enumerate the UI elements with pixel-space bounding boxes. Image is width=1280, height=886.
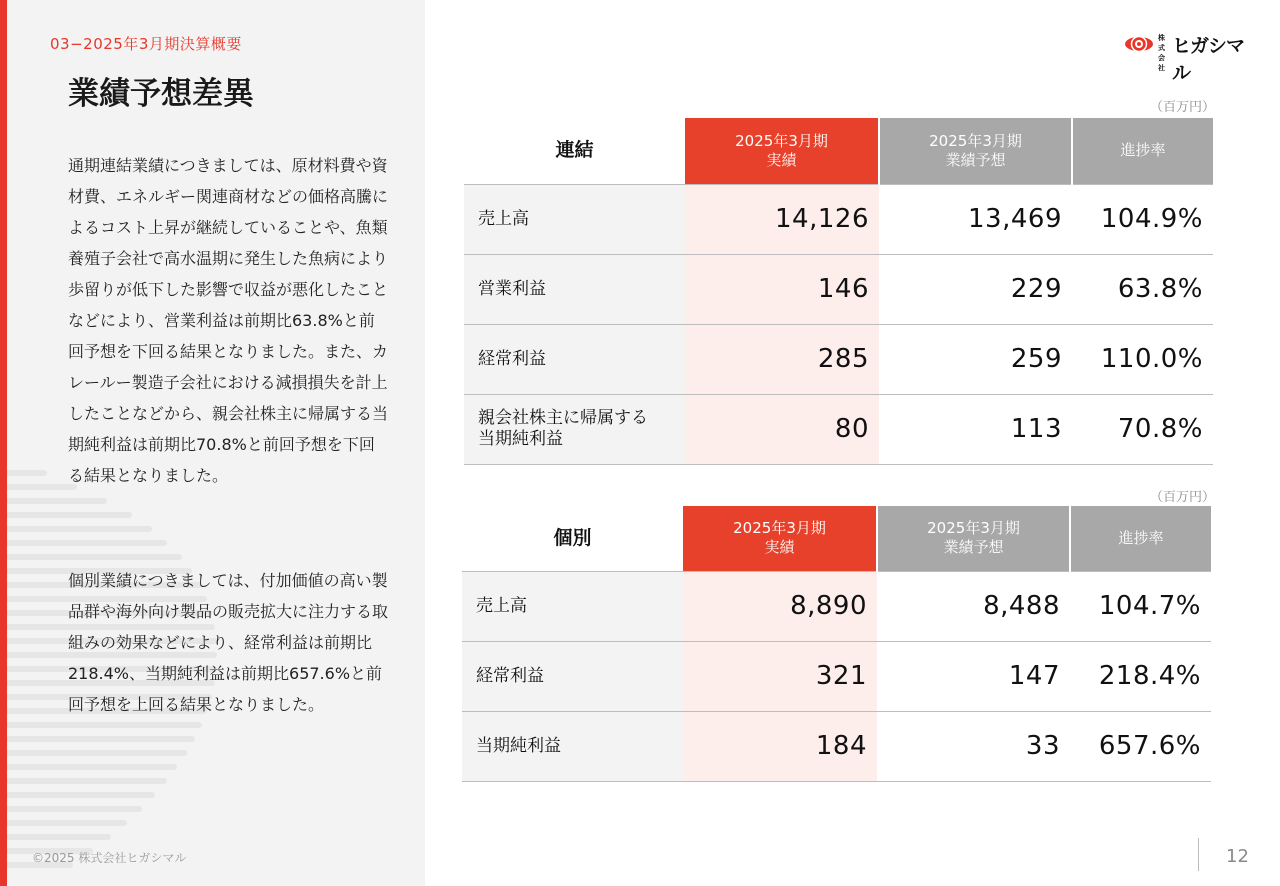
table-row <box>464 324 1213 394</box>
table-header-row <box>462 506 1211 571</box>
actual-value: 8,890 <box>683 571 877 641</box>
standalone-unit: （百万円） <box>1150 490 1216 505</box>
column-header-actual <box>685 118 879 184</box>
section-label: 03−2025年3月期決算概要 <box>50 35 242 53</box>
column-header-plan <box>877 506 1070 571</box>
column-header-actual-line1: 2025年3月期 <box>733 519 826 538</box>
column-header-actual <box>683 506 877 571</box>
row-label: 経常利益 <box>462 641 683 711</box>
table-row <box>462 711 1211 781</box>
table-header-row <box>464 118 1213 184</box>
table-row <box>462 641 1211 711</box>
logo-text: ヒガシマル <box>1172 35 1245 84</box>
plan-value: 259 <box>879 324 1072 394</box>
red-accent-bar <box>0 0 7 886</box>
consolidated-table <box>464 118 1213 465</box>
column-header-rate: 進捗率 <box>1072 118 1213 184</box>
row-label: 売上高 <box>462 571 683 641</box>
logo-small-text: 株式会社 <box>1158 34 1165 72</box>
rate-value: 104.7% <box>1070 571 1211 641</box>
column-header-plan-line2: 業績予想 <box>943 538 1004 557</box>
consolidated-corner-label: 連結 <box>464 118 685 184</box>
row-label <box>464 394 685 464</box>
plan-value: 33 <box>877 711 1070 781</box>
rate-value: 657.6% <box>1070 711 1211 781</box>
actual-value: 285 <box>685 324 879 394</box>
table-row <box>464 184 1213 254</box>
rate-value: 104.9% <box>1072 184 1213 254</box>
consolidated-commentary: 通期連結業績につきましては、原材料費や資材費、エネルギー関連商材などの価格高騰によるコスト上昇が継続していることや、魚類養殖子会社で高水温期に発生した魚病により歩留りが低下した影響で収益が悪化したことなどにより、営業利益は前期比63.8%と前回予想を下回る結果となりました。また、カレールー製造子会社における減損損失を計上したことなどから、親会社株主に帰属する当期純利益は前期比70.8%と前回予想を下回る結果となりました。 <box>68 156 389 485</box>
page-number: 12 <box>1226 846 1249 867</box>
column-header-plan-line1: 2025年3月期 <box>929 131 1022 150</box>
row-label-line2: 当期純利益 <box>478 429 563 449</box>
plan-value: 8,488 <box>877 571 1070 641</box>
standalone-table <box>462 506 1211 782</box>
column-header-plan <box>879 118 1072 184</box>
logo-mark-icon <box>1124 32 1154 56</box>
standalone-commentary: 個別業績につきましては、付加価値の高い製品群や海外向け製品の販売拡大に注力する取組みの効果などにより、経常利益は前期比218.4%、当期純利益は前期比657.6%と前回予想を上回る結果となりました。 <box>68 571 389 714</box>
column-header-plan-line1: 2025年3月期 <box>927 519 1020 538</box>
row-label-line1: 親会社株主に帰属する <box>478 408 648 428</box>
company-logo <box>1124 30 1246 84</box>
actual-value: 14,126 <box>685 184 879 254</box>
consolidated-unit: （百万円） <box>1150 100 1216 115</box>
table-row <box>464 394 1213 464</box>
page-number-divider <box>1198 838 1199 871</box>
table-row <box>464 254 1213 324</box>
page-title: 業績予想差異 <box>68 76 254 112</box>
row-label: 当期純利益 <box>462 711 683 781</box>
actual-value: 321 <box>683 641 877 711</box>
plan-value: 113 <box>879 394 1072 464</box>
actual-value: 80 <box>685 394 879 464</box>
rate-value: 218.4% <box>1070 641 1211 711</box>
column-header-plan-line2: 業績予想 <box>945 150 1006 169</box>
column-header-actual-line2: 実績 <box>764 538 795 557</box>
plan-value: 147 <box>877 641 1070 711</box>
rate-value: 63.8% <box>1072 254 1213 324</box>
actual-value: 184 <box>683 711 877 781</box>
table-row <box>462 571 1211 641</box>
actual-value: 146 <box>685 254 879 324</box>
plan-value: 229 <box>879 254 1072 324</box>
column-header-actual-line1: 2025年3月期 <box>735 131 828 150</box>
row-label: 営業利益 <box>464 254 685 324</box>
rate-value: 70.8% <box>1072 394 1213 464</box>
row-label: 経常利益 <box>464 324 685 394</box>
column-header-actual-line2: 実績 <box>766 150 797 169</box>
rate-value: 110.0% <box>1072 324 1213 394</box>
row-label: 売上高 <box>464 184 685 254</box>
plan-value: 13,469 <box>879 184 1072 254</box>
column-header-rate: 進捗率 <box>1070 506 1211 571</box>
copyright: ©2025 株式会社ヒガシマル <box>32 851 187 865</box>
left-panel <box>0 0 425 886</box>
standalone-corner-label: 個別 <box>462 506 683 571</box>
